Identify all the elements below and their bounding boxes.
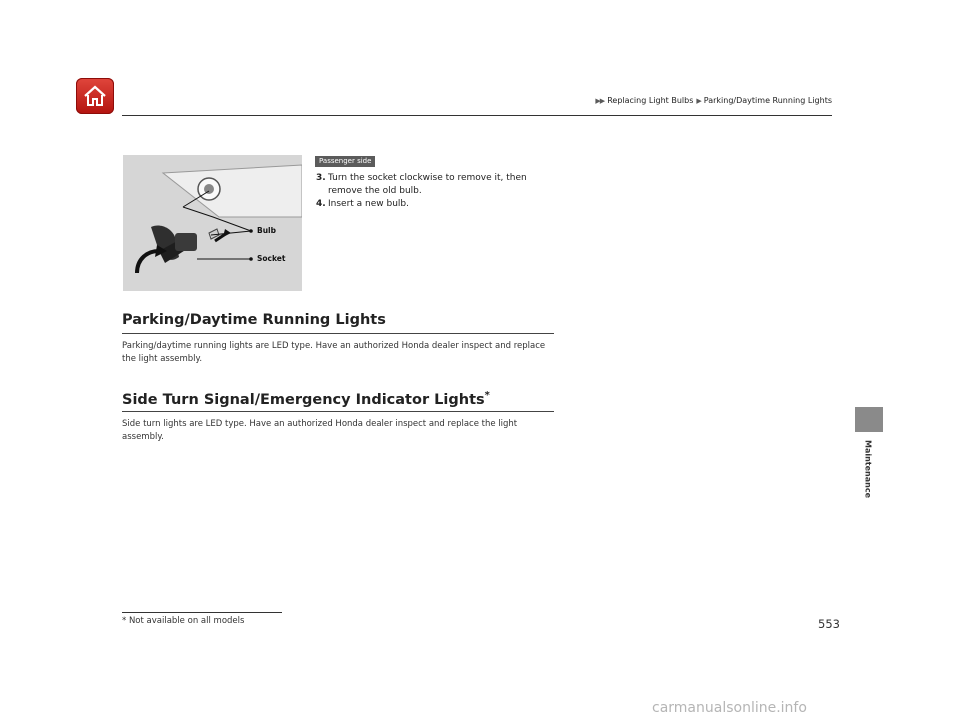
step-item [316, 198, 556, 211]
breadcrumb [595, 96, 832, 105]
bulb-replacement-illustration [123, 155, 302, 291]
step-text: Turn the socket clockwise to remove it, then remove the old bulb. [328, 173, 527, 196]
breadcrumb-link-replacing-bulbs[interactable]: Replacing Light Bulbs [607, 96, 694, 105]
bulb-label: Bulb [257, 226, 276, 235]
steps-list [316, 172, 556, 211]
section-divider [122, 411, 554, 412]
passenger-side-tag: Passenger side [315, 156, 375, 167]
socket-label: Socket [257, 254, 286, 263]
section-heading-parking-lights: Parking/Daytime Running Lights [122, 312, 386, 328]
breadcrumb-link-current[interactable]: Parking/Daytime Running Lights [703, 96, 832, 105]
not-available-mark: * [484, 390, 490, 401]
breadcrumb-arrow-icon: ▶ [696, 96, 701, 105]
section-divider [122, 333, 554, 334]
step-item [316, 172, 556, 198]
watermark: carmanualsonline.info [652, 700, 807, 716]
chapter-label-text: Maintenance [863, 440, 873, 499]
step-number: 4. [316, 199, 326, 209]
home-icon [82, 83, 108, 109]
footnote-divider [122, 612, 282, 613]
section-heading-side-turn-signal [122, 390, 490, 408]
chapter-label [848, 440, 888, 500]
chapter-tab[interactable] [855, 407, 883, 432]
section-body-parking-lights: Parking/daytime running lights are LED type. Have an authorized Honda dealer inspect and replace the light assembly. [122, 341, 546, 364]
section-heading-text: Side Turn Signal/Emergency Indicator Lights [122, 391, 485, 408]
header-divider [122, 115, 832, 116]
breadcrumb-arrow-icon: ▶▶ [595, 96, 605, 105]
page-number: 553 [818, 617, 840, 631]
step-text: Insert a new bulb. [328, 199, 410, 209]
footnote: * Not available on all models [122, 616, 245, 626]
section-body-side-turn-signal: Side turn lights are LED type. Have an authorized Honda dealer inspect and replace the light assembly. [122, 419, 518, 442]
step-number: 3. [316, 173, 326, 183]
home-button[interactable] [76, 78, 114, 114]
